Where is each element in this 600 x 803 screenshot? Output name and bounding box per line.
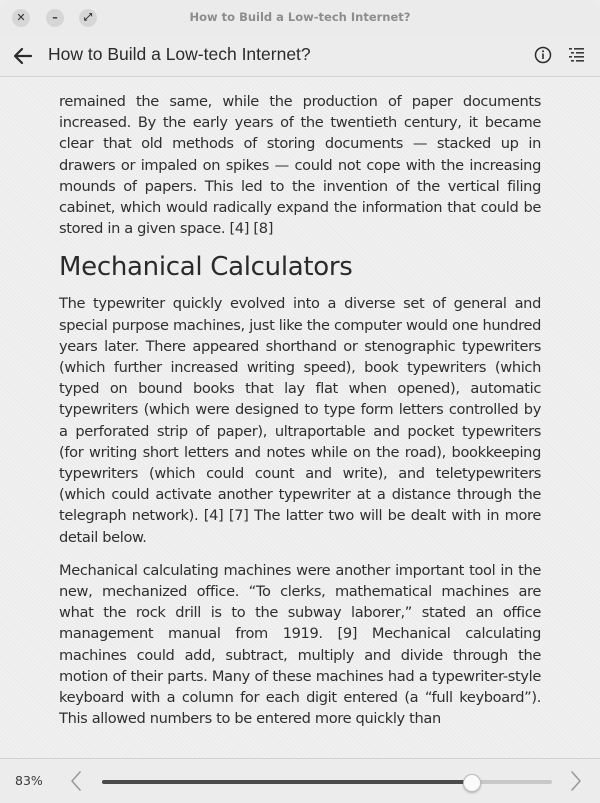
progress-fill bbox=[102, 780, 471, 784]
chevron-left-icon bbox=[66, 769, 86, 793]
window-title: How to Build a Low-tech Internet? bbox=[189, 10, 411, 24]
chevron-right-icon bbox=[566, 769, 586, 793]
next-page-button[interactable] bbox=[566, 769, 586, 793]
article-body bbox=[59, 91, 541, 741]
minimize-icon: – bbox=[52, 11, 58, 24]
toc-button[interactable] bbox=[566, 44, 588, 66]
progress-slider-handle[interactable] bbox=[463, 774, 481, 792]
table-of-contents-icon bbox=[566, 44, 588, 66]
arrow-left-icon bbox=[10, 43, 36, 69]
header-bar bbox=[0, 36, 600, 77]
maximize-icon: ⤢ bbox=[84, 12, 92, 23]
back-button[interactable] bbox=[10, 43, 36, 69]
info-button[interactable] bbox=[532, 44, 554, 66]
close-icon: ✕ bbox=[16, 11, 26, 24]
page-title: How to Build a Low-tech Internet? bbox=[48, 44, 311, 64]
previous-page-button[interactable] bbox=[66, 769, 86, 793]
titlebar bbox=[0, 0, 600, 36]
paragraph-calculating-machines: Mechanical calculating machines were another important tool in the new, mechanized office. “To clerks, mathematical machines are what the rock drill is to the subway laborer,” stated an office management manual from 1919. [9] Mechanical calculating machines could add, subtract, multiply and divide through the motion of their parts. Many of these machines had a typewriter-style keyboard with a column for each digit entered (a “full keyboard”). This allowed numbers to be entered more quickly than bbox=[59, 561, 541, 728]
progress-slider[interactable] bbox=[102, 780, 552, 784]
section-heading: Mechanical Calculators bbox=[59, 252, 353, 283]
paragraph-typewriters: The typewriter quickly evolved into a diverse set of general and special purpose machines, just like the computer would one hundred years later. There appeared shorthand or stenographic typewriters (which further increased writing speed), book typewriters (which typed on bound books that lay flat when opened), automatic typewriters (which were designed to type form letters controlled by a perforated strip of paper), ultraportable and pocket typewriters (for writing short letters and notes while on the road), bookkeeping typewriters (which could count and write), and teletypewriters (which could activate another typewriter at a distance through the telegraph network). [4] [7] The latter two will be dealt with in more detail below. bbox=[59, 295, 541, 546]
reading-area[interactable] bbox=[0, 77, 600, 758]
zoom-level: 83% bbox=[15, 773, 43, 788]
footer-bar bbox=[0, 758, 600, 803]
info-icon bbox=[532, 44, 554, 66]
paragraph-filing-cabinet: remained the same, while the production of paper documents increased. By the early years of the twentieth century, it became clear that old methods of storing documents — stacked up in drawers or impaled on spikes — could not cope with the increasing mounds of papers. This led to the invention of the vertical filing cabinet, which would radically expand the information that could be stored in a given space. [4] [8] bbox=[59, 93, 541, 238]
